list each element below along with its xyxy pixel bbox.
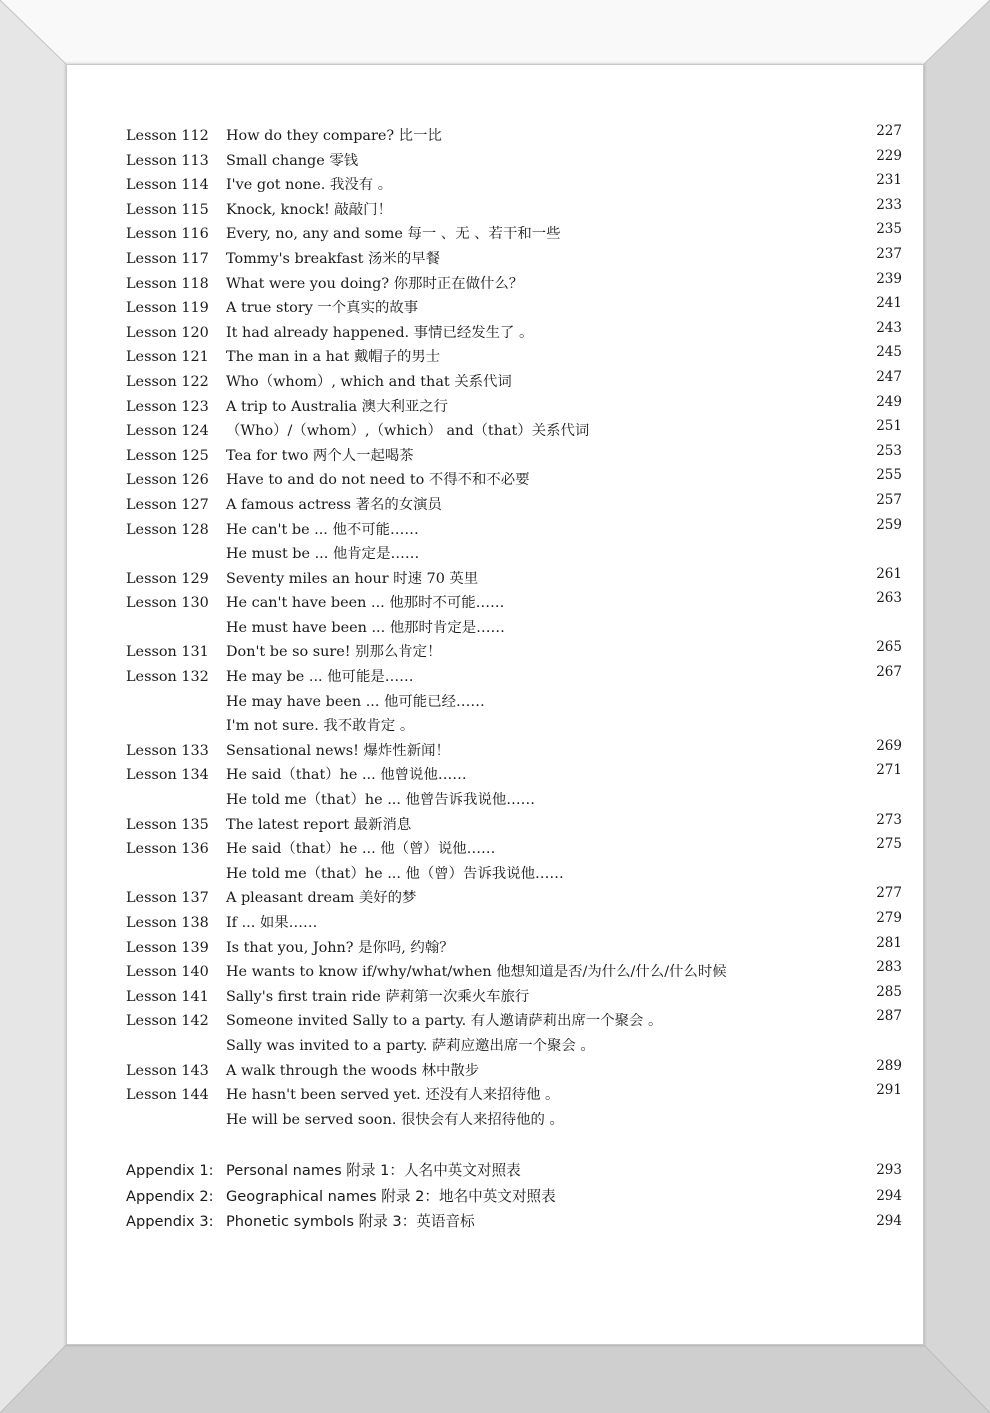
page-number: 291 [876, 1082, 902, 1099]
toc-entry [126, 1108, 906, 1133]
lesson-title: I'm not sure. 我不敢肯定 。 [226, 718, 415, 735]
page-number: 279 [876, 910, 902, 926]
lesson-title: How do they compare? 比一比 [226, 128, 442, 144]
lesson-title: He can't have been ... 他那时不可能…… [226, 595, 505, 612]
lesson-number: Lesson 132 [126, 669, 209, 686]
toc-entry [126, 616, 906, 641]
page-number: 263 [876, 590, 902, 607]
toc-entry [126, 813, 906, 838]
page-number: 261 [876, 565, 902, 582]
lesson-number: Lesson 125 [126, 447, 209, 464]
toc-entry [126, 1034, 906, 1059]
page-number: 275 [876, 836, 902, 853]
lesson-title: He wants to know if/why/what/when 他想知道是否/为什么/什么/什么时候 [226, 964, 727, 981]
lesson-number: Lesson 126 [126, 472, 209, 489]
lesson-title: If ... 如果…… [226, 915, 318, 931]
lesson-title: （Who）/（whom）,（which） and（that）关系代词 [226, 423, 590, 440]
lesson-number: Lesson 138 [126, 915, 209, 931]
lesson-number: Lesson 112 [126, 128, 209, 144]
lesson-number: Lesson 122 [126, 373, 209, 390]
page-number: 233 [876, 196, 902, 213]
page-number: 265 [876, 639, 902, 656]
toc-entry [126, 419, 906, 444]
lesson-title: He told me（that）he ... 他曾告诉我说他…… [226, 792, 536, 809]
lesson-title: A pleasant dream 美好的梦 [226, 890, 417, 907]
lesson-title: Is that you, John? 是你吗, 约翰？ [226, 939, 454, 956]
lesson-number: Lesson 139 [126, 939, 209, 956]
page-number: 253 [876, 442, 902, 459]
toc-entry [126, 518, 906, 543]
lesson-number: Lesson 123 [126, 398, 209, 415]
page-number: 235 [876, 221, 902, 238]
lesson-title: A famous actress 著名的女演员 [226, 496, 442, 513]
lesson-number: Lesson 142 [126, 1013, 209, 1030]
page-number: 273 [876, 811, 902, 828]
toc-entry [126, 690, 906, 715]
lesson-number: Lesson 115 [126, 201, 209, 218]
lesson-number: Lesson 129 [126, 570, 209, 587]
toc-entry [126, 936, 906, 961]
lesson-title: He hasn't been served yet. 还没有人来招待他 。 [226, 1087, 560, 1104]
lesson-number: Lesson 130 [126, 595, 209, 612]
lesson-title: He told me（that）he ... 他（曾）告诉我说他…… [226, 865, 564, 882]
toc-entry [126, 272, 906, 297]
lesson-title: The latest report 最新消息 [226, 816, 412, 833]
table-of-contents [126, 124, 906, 1234]
page-number: 243 [876, 319, 902, 336]
appendix-label: Appendix 2: [126, 1187, 214, 1205]
page-number: 271 [876, 762, 902, 779]
page-number: 231 [876, 172, 902, 189]
lesson-number: Lesson 144 [126, 1087, 209, 1104]
lesson-title: A true story 一个真实的故事 [226, 300, 419, 317]
toc-entry [126, 886, 906, 911]
toc-entry [126, 640, 906, 665]
lesson-number: Lesson 128 [126, 521, 209, 538]
page-number: 293 [876, 1162, 902, 1179]
appendix-label: Appendix 3: [126, 1212, 214, 1230]
lesson-number: Lesson 120 [126, 324, 209, 341]
appendix-label: Appendix 1: [126, 1162, 214, 1180]
page-number: 259 [876, 516, 902, 533]
lesson-number: Lesson 118 [126, 275, 209, 292]
page-number: 277 [876, 885, 902, 902]
appendix-entry [126, 1184, 906, 1209]
lesson-title: Don't be so sure! 别那么肯定！ [226, 644, 442, 661]
lesson-title: A walk through the woods 林中散步 [226, 1062, 480, 1079]
lesson-title: A trip to Australia 澳大利亚之行 [226, 398, 449, 415]
toc-entry [126, 714, 906, 739]
lesson-title: Sally was invited to a party. 萨莉应邀出席一个聚会 。 [226, 1037, 595, 1054]
toc-entry [126, 444, 906, 469]
toc-entry [126, 911, 906, 936]
lesson-title: He must have been ... 他那时肯定是…… [226, 619, 505, 636]
toc-entry [126, 542, 906, 567]
toc-entry [126, 739, 906, 764]
lesson-number: Lesson 113 [126, 152, 209, 169]
lesson-number: Lesson 124 [126, 423, 209, 440]
page-number: 251 [876, 418, 902, 435]
lesson-number: Lesson 131 [126, 644, 209, 661]
lesson-title: Someone invited Sally to a party. 有人邀请萨莉出席一个聚会 。 [226, 1013, 663, 1030]
lesson-title: He may have been ... 他可能已经…… [226, 693, 485, 710]
lesson-title: He said（that）he ... 他曾说他…… [226, 767, 467, 784]
lesson-number: Lesson 135 [126, 816, 209, 833]
lesson-number: Lesson 143 [126, 1062, 209, 1079]
page-number: 237 [876, 245, 902, 262]
lesson-title: Small change 零钱 [226, 152, 359, 169]
lesson-number: Lesson 127 [126, 496, 209, 513]
toc-entry [126, 173, 906, 198]
page-number: 227 [876, 123, 902, 139]
page-number: 229 [876, 147, 902, 164]
lesson-number: Lesson 134 [126, 767, 209, 784]
lesson-title: Tea for two 两个人一起喝茶 [226, 447, 414, 464]
lesson-title: Who（whom）, which and that 关系代词 [226, 373, 512, 390]
lesson-title: He must be ... 他肯定是…… [226, 546, 420, 563]
page-number: 257 [876, 491, 902, 508]
toc-entry [126, 837, 906, 862]
page-number: 281 [876, 934, 902, 951]
toc-entry [126, 247, 906, 272]
lesson-title: Knock, knock! 敲敲门！ [226, 201, 392, 218]
lesson-title: Sensational news! 爆炸性新闻！ [226, 742, 450, 759]
page-number: 241 [876, 295, 902, 312]
toc-entry [126, 1083, 906, 1108]
toc-entry [126, 665, 906, 690]
lesson-title: Have to and do not need to 不得不和不必要 [226, 472, 530, 489]
toc-entry [126, 1059, 906, 1084]
toc-entry [126, 468, 906, 493]
toc-entry [126, 321, 906, 346]
lesson-number: Lesson 117 [126, 250, 209, 267]
lesson-number: Lesson 136 [126, 841, 209, 858]
lesson-number: Lesson 119 [126, 300, 209, 317]
lesson-title: He will be served soon. 很快会有人来招待他的 。 [226, 1111, 564, 1128]
lesson-number: Lesson 141 [126, 988, 209, 1005]
page-number: 283 [876, 959, 902, 976]
page-number: 294 [876, 1187, 902, 1204]
toc-entry [126, 591, 906, 616]
toc-entry [126, 567, 906, 592]
toc-entry [126, 985, 906, 1010]
toc-entry [126, 788, 906, 813]
toc-entry [126, 763, 906, 788]
appendix-title: Personal names 附录 1：人名中英文对照表 [226, 1162, 521, 1180]
page-number: 285 [876, 983, 902, 1000]
toc-entry [126, 149, 906, 174]
toc-entry [126, 862, 906, 887]
page-number: 249 [876, 393, 902, 410]
toc-entry [126, 493, 906, 518]
lesson-title: He can't be ... 他不可能…… [226, 521, 419, 538]
appendix-entry [126, 1158, 906, 1183]
toc-entry [126, 222, 906, 247]
lesson-title: The man in a hat 戴帽子的男士 [226, 349, 441, 366]
lesson-number: Lesson 133 [126, 742, 209, 759]
lesson-number: Lesson 137 [126, 890, 209, 907]
lesson-title: Seventy miles an hour 时速 70 英里 [226, 570, 479, 587]
section-spacer [126, 1132, 906, 1158]
page-number: 245 [876, 344, 902, 361]
page-number: 289 [876, 1057, 902, 1074]
lesson-number: Lesson 114 [126, 177, 209, 194]
appendix-title: Phonetic symbols 附录 3：英语音标 [226, 1212, 475, 1230]
lesson-title: Every, no, any and some 每一 、无 、若干和一些 [226, 226, 561, 243]
toc-entry [126, 395, 906, 420]
toc-entry [126, 1009, 906, 1034]
toc-entry [126, 296, 906, 321]
page-number: 255 [876, 467, 902, 484]
lesson-title: What were you doing? 你那时正在做什么？ [226, 275, 524, 292]
page-number: 247 [876, 368, 902, 385]
page-number: 239 [876, 270, 902, 287]
appendix-title: Geographical names 附录 2：地名中英文对照表 [226, 1187, 556, 1205]
page-number: 269 [876, 737, 902, 754]
page-number: 294 [876, 1212, 902, 1229]
lesson-number: Lesson 140 [126, 964, 209, 981]
document-page [66, 64, 924, 1345]
toc-entry [126, 124, 906, 149]
toc-entry [126, 370, 906, 395]
lesson-title: He said（that）he ... 他（曾）说他…… [226, 841, 496, 858]
appendix-entry [126, 1209, 906, 1234]
lesson-title: He may be ... 他可能是…… [226, 669, 414, 686]
toc-entry [126, 960, 906, 985]
lesson-number: Lesson 121 [126, 349, 209, 366]
toc-entry [126, 345, 906, 370]
lesson-title: Sally's first train ride 萨莉第一次乘火车旅行 [226, 988, 530, 1005]
page-number: 267 [876, 664, 902, 681]
lesson-title: It had already happened. 事情已经发生了 。 [226, 324, 534, 341]
lesson-number: Lesson 116 [126, 226, 209, 243]
lesson-title: Tommy's breakfast 汤米的早餐 [226, 250, 440, 267]
page-number: 287 [876, 1008, 902, 1025]
lesson-title: I've got none. 我没有 。 [226, 177, 393, 194]
toc-entry [126, 198, 906, 223]
